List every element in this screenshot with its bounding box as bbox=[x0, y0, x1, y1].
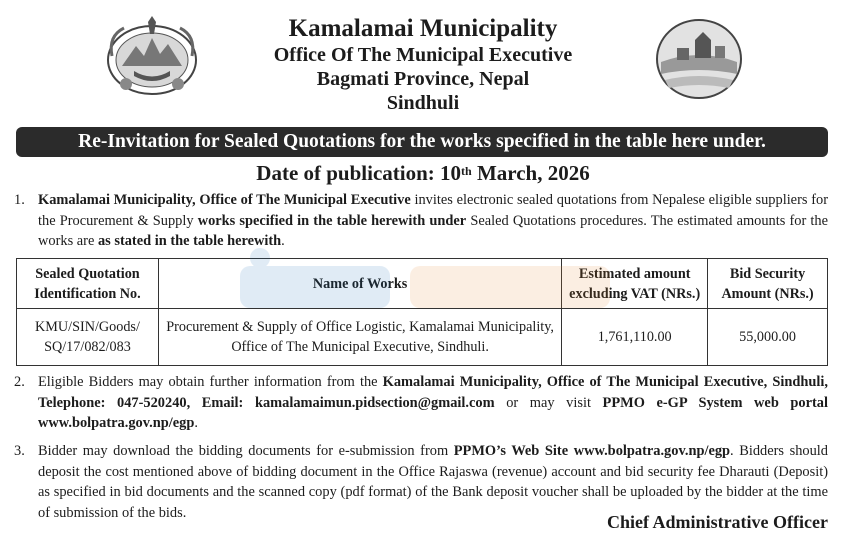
clause-number: 2. bbox=[14, 374, 25, 390]
table-header-row bbox=[17, 259, 828, 309]
clause-bold-text: as stated in the table herewith bbox=[97, 233, 282, 249]
clause-plain-text: or may visit bbox=[494, 394, 603, 411]
clause-plain-text: invites electronic sealed quotations from Nepalese eligible suppliers for the Procurement & Supply bbox=[38, 192, 828, 229]
bid-security-cell: 55,000.00 bbox=[708, 309, 828, 366]
office-title-block bbox=[200, 14, 646, 115]
publication-date-ordinal: th bbox=[461, 164, 472, 178]
clause-plain-text: . bbox=[281, 233, 285, 249]
municipality-name: Kamalamai Municipality bbox=[288, 15, 558, 42]
clause-3 bbox=[14, 441, 828, 523]
name-of-works-cell: Procurement & Supply of Office Logistic, Kamalamai Municipality, Office of The Municipal Executive, Sindhuli. bbox=[158, 309, 561, 366]
column-header-estimated-amount: Estimated amount excluding VAT (NRs.) bbox=[562, 259, 708, 309]
column-header-bid-security: Bid Security Amount (NRs.) bbox=[708, 259, 828, 309]
clause-bold-text: PPMO’s Web Site www.bolpatra.gov.np/egp bbox=[453, 443, 731, 459]
clause-plain-text: Sealed Quotations procedures. The estimated amounts for the works are bbox=[38, 212, 828, 249]
reinvitation-banner: Re-Invitation for Sealed Quotations for the works specified in the table here under. bbox=[16, 127, 828, 157]
clause-number: 3. bbox=[14, 443, 25, 459]
publication-date-prefix: Date of publication: 10 bbox=[256, 161, 462, 185]
clause-plain-text: Bidder may download the bidding documents for e-submission from bbox=[38, 443, 454, 459]
clause-plain-text: . bbox=[194, 415, 198, 431]
publication-date bbox=[0, 160, 846, 186]
district-name: Sindhuli bbox=[386, 92, 460, 114]
notice-header bbox=[0, 0, 846, 128]
clause-text bbox=[38, 190, 828, 252]
quotation-id-cell: KMU/SIN/Goods/ SQ/17/082/083 bbox=[17, 309, 159, 366]
province-name: Bagmati Province, Nepal bbox=[316, 68, 530, 90]
signatory-title: Chief Administrative Officer bbox=[607, 512, 828, 532]
clause-bold-text: Kamalamai Municipality, Office of The Municipal Executive bbox=[38, 192, 411, 208]
nepal-government-emblem-icon bbox=[104, 16, 200, 98]
publication-date-suffix: March, 2026 bbox=[471, 161, 590, 185]
table-row bbox=[17, 309, 828, 366]
column-header-quotation-id: Sealed Quotation Identification No. bbox=[17, 259, 159, 309]
clause-bold-text: works specified in the table herewith under bbox=[197, 212, 467, 229]
municipality-logo-icon bbox=[655, 18, 743, 100]
column-header-name-of-works: Name of Works bbox=[158, 259, 561, 309]
clause-plain-text: Eligible Bidders may obtain further information from the bbox=[38, 374, 383, 390]
estimated-amount-cell: 1,761,110.00 bbox=[562, 309, 708, 366]
clause-bold-text: PPMO e-GP System web portal www.bolpatra.gov.np/egp bbox=[38, 394, 828, 431]
clause-text bbox=[38, 372, 828, 434]
clause-1 bbox=[14, 190, 828, 252]
clause-text bbox=[38, 441, 828, 523]
clause-number: 1. bbox=[14, 192, 25, 208]
works-table bbox=[16, 258, 828, 366]
office-name: Office Of The Municipal Executive bbox=[273, 44, 573, 66]
clause-bold-text: Kamalamai Municipality, Office of The Municipal Executive, Sindhuli, Telephone: 047-520240, Email: kamalamaimun.pidsection@gmail.com bbox=[38, 374, 828, 411]
clause-plain-text: . Bidders should deposit the cost mentioned above of bidding document in the Office Rajaswa (revenue) account and bid security fee Dharauti (Deposit) as specified in bid documents and the scanned copy (pdf format) of the Bank deposit voucher shall be uploaded by the bidder at the time of submission of the bids. bbox=[38, 443, 829, 521]
clause-2 bbox=[14, 372, 828, 434]
